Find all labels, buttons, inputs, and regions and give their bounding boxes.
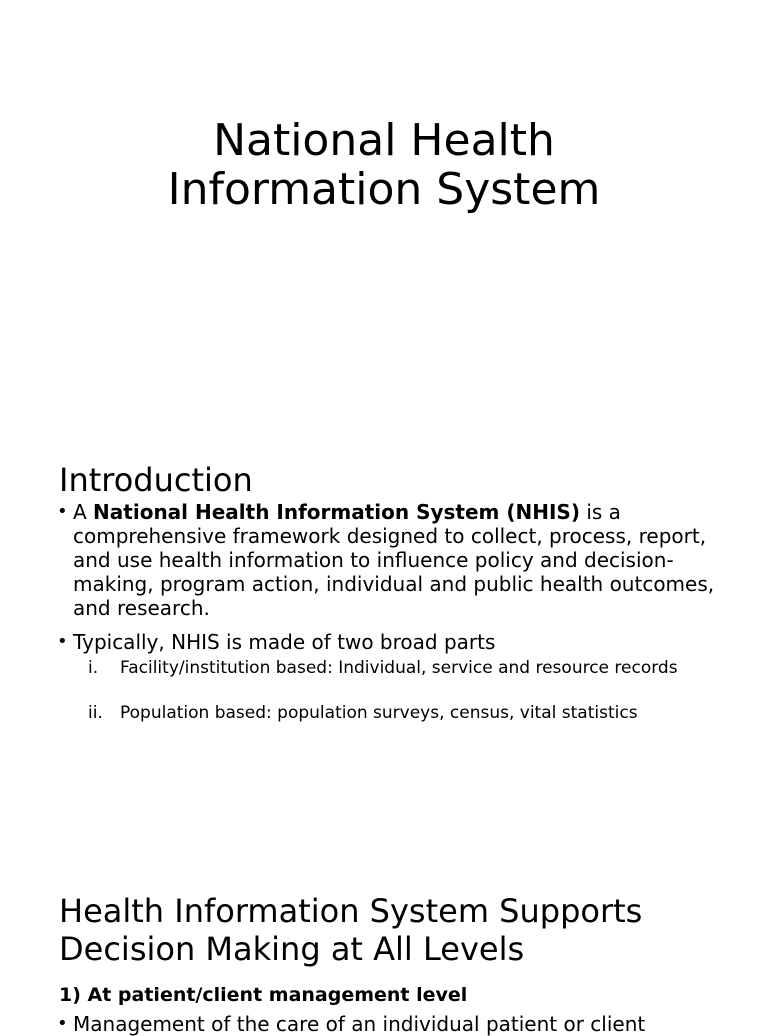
bullet-item	[57, 500, 717, 620]
bullet-marker: •	[57, 631, 68, 652]
bullet-item	[57, 630, 717, 654]
decision-making-slide	[0, 850, 768, 1036]
bullet-item	[57, 1012, 717, 1036]
bullet-marker: •	[57, 1013, 68, 1034]
bullet-marker: •	[57, 501, 68, 522]
level-subheading: 1) At patient/client management level	[59, 984, 468, 1006]
sub-list-item	[88, 703, 718, 724]
slide-title-line-2: Information System	[167, 164, 601, 215]
bullet-text: Management of the care of an individual patient or client	[73, 1012, 646, 1036]
introduction-heading: Introduction	[59, 461, 253, 499]
slide-title	[0, 116, 768, 214]
sub-list-text: Facility/institution based: Individual, service and resource records	[120, 658, 678, 678]
slide-title-line-1: National Health	[213, 115, 555, 166]
bullet-prefix: A	[73, 500, 94, 524]
bullet-text	[73, 500, 717, 620]
sub-list-marker: ii.	[88, 703, 103, 723]
bullet-bold-term: National Health Information System (NHIS)	[93, 500, 580, 524]
sub-list-marker: i.	[88, 658, 99, 678]
bullet-text: Typically, NHIS is made of two broad parts	[73, 630, 496, 654]
bullet-rest: is a comprehensive framework designed to collect, process, report, and use health information to influence policy and decision-making, program action, individual and public health outcomes, and research.	[73, 500, 715, 620]
decision-making-heading	[59, 892, 642, 968]
title-slide	[0, 0, 768, 430]
sub-list-text: Population based: population surveys, census, vital statistics	[120, 703, 638, 723]
heading-line-1: Health Information System Supports	[59, 892, 643, 930]
heading-line-2: Decision Making at All Levels	[59, 930, 525, 968]
introduction-slide	[0, 430, 768, 850]
sub-list-item	[88, 658, 718, 679]
